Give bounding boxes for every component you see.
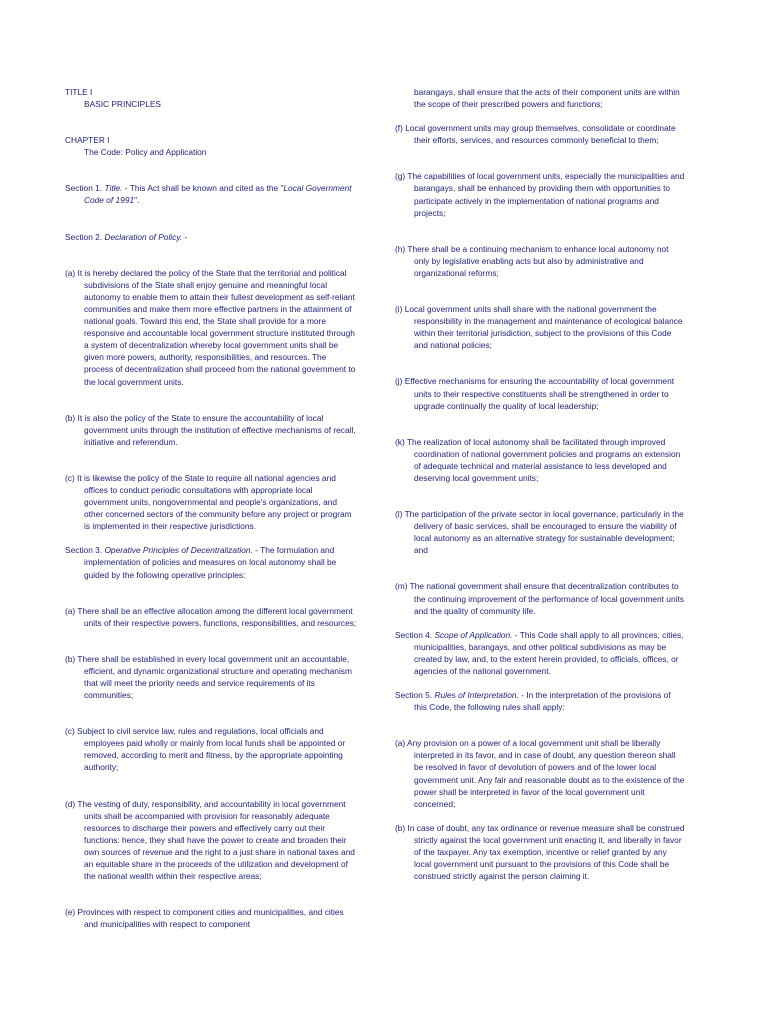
section-3-paragraph-b: (b) There shall be established in every local government unit an accountable, efficient, and dynamic organizational structure and operating mechanism that will meet the priority needs and service requirements of its communities; — [65, 653, 352, 701]
section-1-end: ". — [134, 195, 140, 206]
section-3 — [65, 544, 357, 580]
section-3-label: Section 3. — [65, 545, 103, 556]
section-3-paragraph-h: (h) There shall be a continuing mechanism to enhance local autonomy not only by legislative enabling acts but also by administrative and organizational reforms; — [395, 243, 669, 278]
section-3-paragraph-a: (a) There shall be an effective allocation among the different local government units of their respective powers, functions, responsibilities, and resources; — [65, 605, 357, 628]
section-4 — [395, 629, 685, 677]
section-4-text: - This Code shall apply to all provinces, cities, municipalities, barangays, and other political subdivisions as may be created by law, and, to the extent herein provided, to officials, offices, or agencies of the national government. — [414, 629, 684, 676]
chapter-name: The Code: Policy and Application — [84, 147, 207, 158]
section-2-text: - — [182, 231, 188, 242]
section-3-paragraph-g: (g) The capabilities of local government units, especially the municipalities and barangays, shall be enhanced by providing them with opportunities to participate actively in the implementation of national programs and projects; — [395, 171, 685, 218]
section-5-text: - In the interpretation of the provisions of this Code, the following rules shall apply: — [414, 690, 671, 713]
section-2-paragraph-a: (a) It is hereby declared the policy of the State that the territorial and political subdivisions of the State shall enjoy genuine and meaningful local autonomy to enable them to attain their fullest development as self-reliant communities and make them more effective partners in the attainment of national goals. Toward this end, the State shall provide for a more responsive and accountable local government structure instituted through a system of decentralization whereby local government units shall be given more powers, authority, responsibilities, and resources. The process of decentralization shall proceed from the national government to the local government units. — [65, 267, 356, 387]
title-name: BASIC PRINCIPLES — [84, 99, 161, 110]
section-1-heading: Title. — [104, 183, 123, 194]
section-5-label: Section 5. — [395, 690, 433, 701]
section-1-label: Section 1. — [65, 183, 103, 194]
title-heading — [65, 86, 357, 110]
section-1-code-name: Local Government Code of 1991 — [84, 183, 352, 206]
section-3-paragraph-e: (e) Provinces with respect to component cities and municipalities, and cities and municipalities with respect to component — [65, 907, 344, 930]
section-5-paragraph-a: (a) Any provision on a power of a local government unit shall be liberally interpreted in its favor, and in case of doubt, any question thereon shall be resolved in favor of devolution of powers and of the lower local government unit. Any fair and reasonable doubt as to the existence of the power shall be interpreted in favor of the local government unit concerned; — [395, 738, 685, 809]
section-2 — [65, 231, 357, 243]
section-3-heading: Operative Principles of Decentralization. — [104, 545, 253, 556]
section-4-label: Section 4. — [395, 629, 433, 640]
section-5-heading: Rules of Interpretation. — [434, 690, 519, 701]
section-1 — [65, 182, 357, 206]
section-3-paragraph-f: (f) Local government units may group themselves, consolidate or coordinate their efforts, services, and resources commonly beneficial to them; — [395, 123, 676, 146]
section-2-label: Section 2. — [65, 231, 103, 242]
chapter-number: CHAPTER I — [65, 135, 110, 146]
section-1-text: - This Act shall be known and cited as the " — [122, 183, 284, 194]
section-4-heading: Scope of Application. — [434, 629, 513, 640]
section-3-paragraph-k: (k) The realization of local autonomy shall be facilitated through improved coordination of national government policies and programs an extension of adequate technical and material assistance to less developed and deserving local government units; — [395, 436, 681, 483]
section-3-paragraph-c: (c) Subject to civil service law, rules and regulations, local officials and employees paid wholly or mainly from local funds shall be appointed or removed, according to merit and fitness, by the appropriate appointing authority; — [65, 726, 346, 773]
right-column — [395, 86, 685, 882]
section-3-paragraph-d: (d) The vesting of duty, responsibility, and accountability in local government units shall be accompanied with provision for reasonably adequate resources to discharge their powers and effectively carry out their functions: hence, they shall have the power to create and broaden their own sources of revenue and the right to a just share in national taxes and an equitable share in the proceeds of the utilization and development of the national wealth within their respective areas; — [65, 798, 355, 882]
section-3-paragraph-e-continued: barangays, shall ensure that the acts of their component units are within the scope of their prescribed powers and functions; — [414, 87, 680, 110]
section-3-text: - The formulation and implementation of policies and measures on local autonomy shall be guided by the following operative principles: — [84, 545, 337, 580]
section-3-paragraph-l: (l) The participation of the private sector in local governance, particularly in the delivery of basic services, shall be encouraged to ensure the viability of local autonomy as an alternative strategy for sustainable development; and — [395, 509, 684, 556]
section-2-heading: Declaration of Policy. — [104, 231, 183, 242]
section-2-paragraph-b: (b) It is also the policy of the State to ensure the accountability of local government units through the institution of effective mechanisms of recall, initiative and referendum. — [65, 412, 356, 447]
section-3-paragraph-i: (i) Local government units shall share with the national government the responsibility in the management and maintenance of ecological balance within their territorial jurisdiction, subject to the provisions of this Code and national policies; — [395, 304, 683, 351]
section-3-paragraph-m: (m) The national government shall ensure that decentralization contributes to the continuing improvement of the performance of local government units and the quality of community life. — [395, 581, 684, 616]
chapter-heading — [65, 134, 357, 158]
left-column — [65, 86, 357, 930]
section-5 — [395, 689, 685, 713]
section-2-paragraph-c: (c) It is likewise the policy of the State to require all national agencies and offices to conduct periodic consultations with appropriate local government units, nongovernmental and people's organizations, and other concerned sectors of the community before any project or program is implemented in their respective jurisdictions. — [65, 472, 352, 532]
title-number: TITLE I — [65, 87, 93, 97]
section-3-paragraph-j: (j) Effective mechanisms for ensuring the accountability of local government units to their respective constituents shall be strengthened in order to upgrade continually the quality of local leadership; — [395, 376, 675, 411]
section-5-paragraph-b: (b) In case of doubt, any tax ordinance or revenue measure shall be construed strictly against the local government unit enacting it, and liberally in favor of the taxpayer. Any tax exemption, incentive or relief granted by any local government unit pursuant to the provisions of this Code shall be construed strictly against the person claiming it. — [395, 822, 685, 882]
